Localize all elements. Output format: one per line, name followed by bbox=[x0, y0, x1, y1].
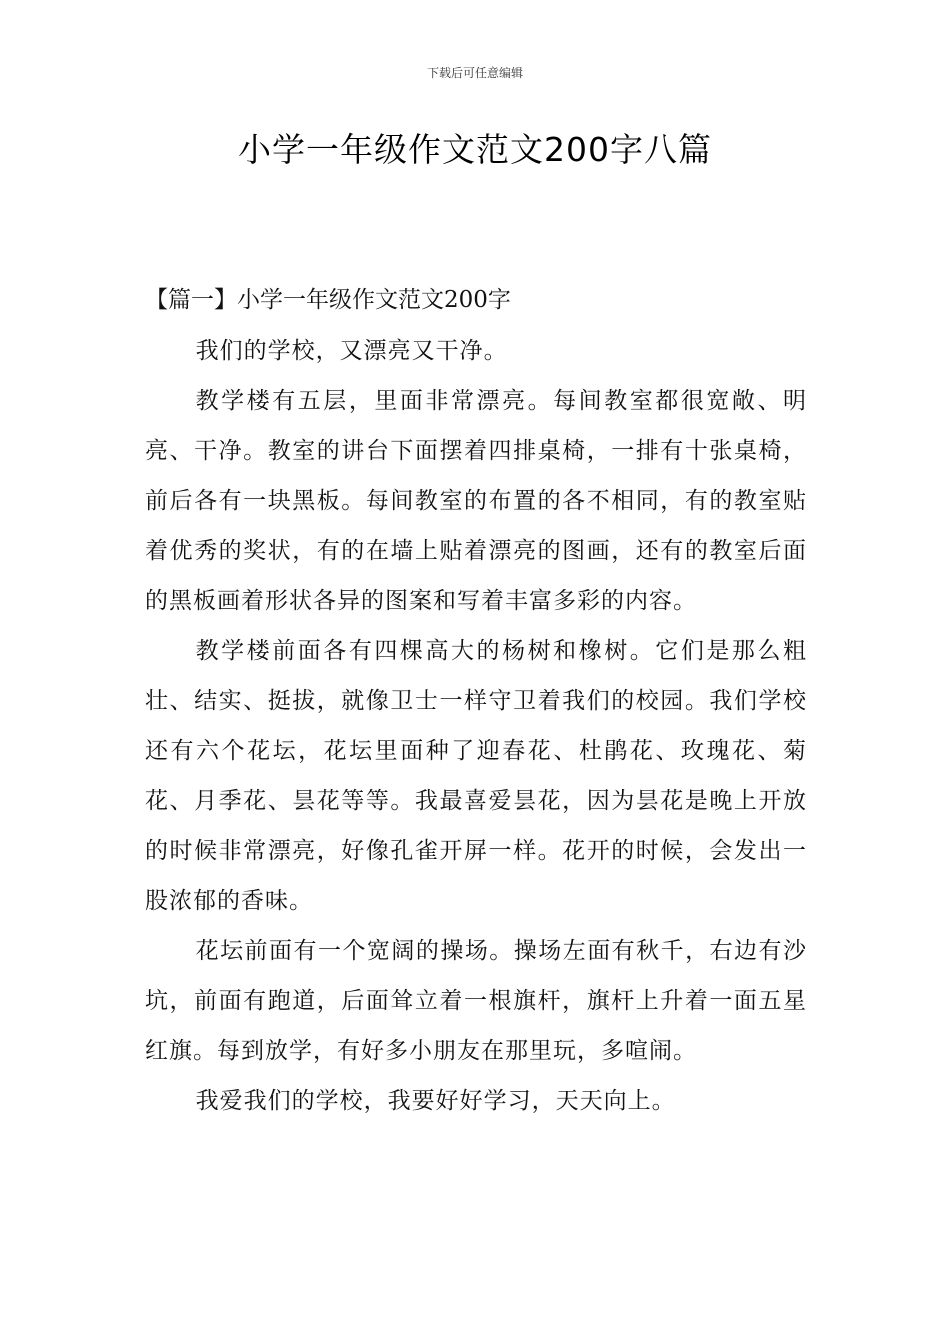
document-title: 小学一年级作文范文200字八篇 bbox=[238, 130, 712, 169]
paragraph: 教学楼有五层，里面非常漂亮。每间教室都很宽敞、明亮、干净。教室的讲台下面摆着四排桌椅，一排有十张桌椅，前后各有一块黑板。每间教室的布置的各不相同，有的教室贴着优秀的奖状，有的在墙上贴着漂亮的图画，还有的教室后面的黑板画着形状各异的图案和写着丰富多彩的内容。 bbox=[145, 388, 807, 614]
section-body bbox=[145, 326, 807, 1126]
paragraph: 我们的学校，又漂亮又干净。 bbox=[195, 338, 508, 364]
page-header-note: 下载后可任意编辑 bbox=[426, 66, 523, 80]
paragraph: 花坛前面有一个宽阔的操场。操场左面有秋千，右边有沙坑，前面有跑道，后面耸立着一根旗杆，旗杆上升着一面五星红旗。每到放学，有好多小朋友在那里玩，多喧闹。 bbox=[145, 938, 807, 1064]
paragraph: 教学楼前面各有四棵高大的杨树和橡树。它们是那么粗壮、结实、挺拔，就像卫士一样守卫着我们的校园。我们学校还有六个花坛，花坛里面种了迎春花、杜鹃花、玫瑰花、菊花、月季花、昙花等等。我最喜爱昙花，因为昙花是晚上开放的时候非常漂亮，好像孔雀开屏一样。花开的时候，会发出一股浓郁的香味。 bbox=[145, 638, 807, 914]
paragraph: 我爱我们的学校，我要好好学习，天天向上。 bbox=[195, 1088, 676, 1114]
section-heading: 【篇一】小学一年级作文范文200字 bbox=[145, 287, 511, 313]
